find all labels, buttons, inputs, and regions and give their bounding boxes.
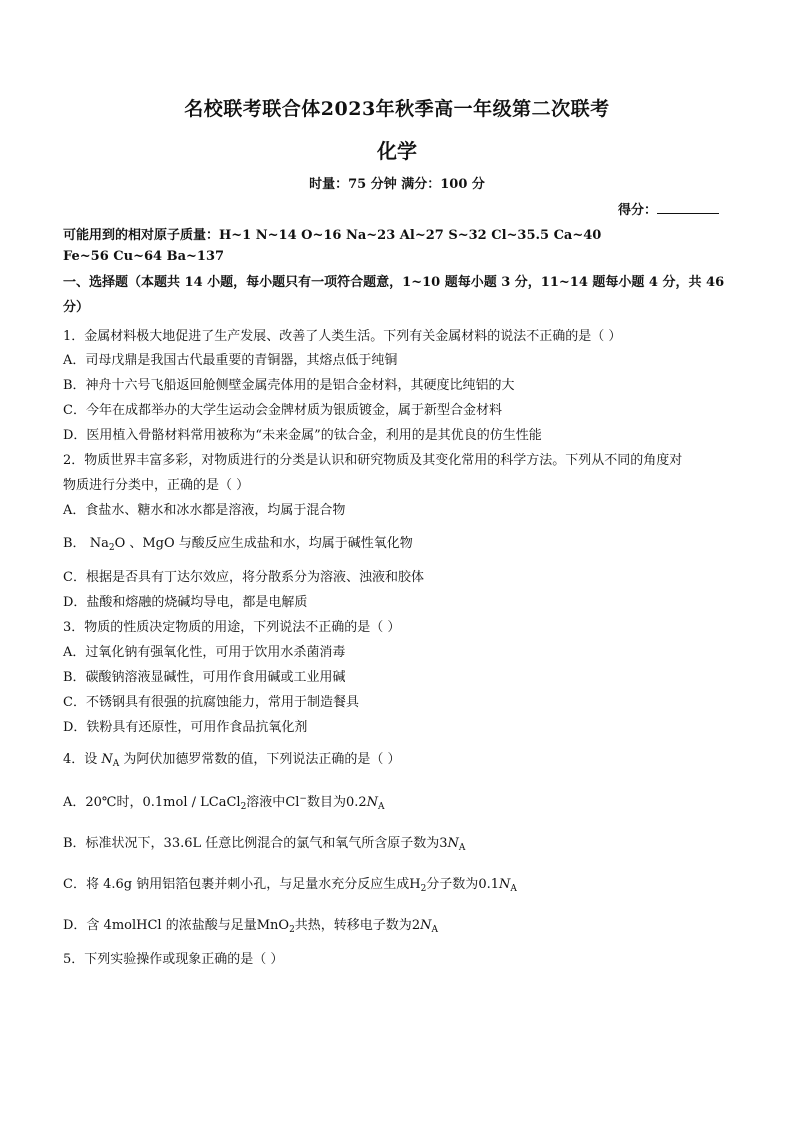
score-label: 得分： (618, 203, 658, 218)
q2-option-b: B． $Na_2O$ 、MgO 与酸反应生成盐和水，均属于碱性氧化物 (63, 536, 413, 553)
q3-option-d: D．铁粉具有还原性，可用作食品抗氧化剂 (63, 720, 308, 735)
q1-option-c: C．今年在成都举办的大学生运动会金牌材质为银质镀金，属于新型合金材料 (63, 403, 502, 418)
q2-option-a: A．食盐水、糖水和冰水都是溶液，均属于混合物 (63, 503, 346, 518)
q2-option-d: D．盐酸和熔融的烧碱均导电，都是电解质 (63, 595, 308, 610)
atomic-mass-line-2: Fe~56 Cu~64 Ba~137 (63, 249, 225, 264)
q3-stem: 3．物质的性质决定物质的用途，下列说法不正确的是（ ） (63, 620, 401, 635)
q4-option-a: A．20℃时，0.1mol / LCaCl$_2$溶液中Cl−数目为$0.2N_A$ (63, 794, 385, 812)
q2-stem-line-2: 物质进行分类中，正确的是（ ） (63, 478, 250, 493)
q4-option-b: B．标准状况下，33.6L 任意比例混合的氯气和氧气所含原子数为$3N_A$ (63, 836, 466, 853)
q4-stem: 4．设 $N_A$ 为阿伏加德罗常数的值，下列说法正确的是（ ） (63, 752, 401, 769)
time-info: 时量：75 分钟 满分：100 分 (309, 177, 485, 192)
q2-stem-line-1: 2．物质世界丰富多彩，对物质进行的分类是认识和研究物质及其变化常用的科学方法。下列从不同的角度对 (63, 453, 683, 468)
q4-option-c: C．将 4.6g 钠用铝箔包裹并刺小孔，与足量水充分反应生成$H_2$分子数为$0.1N_A$ (63, 877, 517, 894)
score-field (618, 199, 719, 218)
exam-title: 名校联考联合体2023年秋季高一年级第二次联考 (184, 98, 610, 120)
subject-title: 化学 (377, 139, 417, 163)
q3-option-a: A．过氧化钠有强氧化性，可用于饮用水杀菌消毒 (63, 645, 346, 660)
q3-option-b: B．碳酸钠溶液显碱性，可用作食用碱或工业用碱 (63, 670, 346, 685)
q3-option-c: C．不锈钢具有很强的抗腐蚀能力，常用于制造餐具 (63, 695, 359, 710)
score-blank[interactable] (657, 201, 719, 214)
q4-option-d: D．含 4molHCl 的浓盐酸与足量MnO$_2$共热，转移电子数为$2N_A$ (63, 918, 438, 935)
q1-option-d: D．医用植入骨骼材料常用被称为“未来金属”的钛合金，利用的是其优良的仿生性能 (63, 428, 542, 443)
q1-stem: 1．金属材料极大地促进了生产发展、改善了人类生活。下列有关金属材料的说法不正确的是（ ） (63, 329, 622, 344)
q2-option-c: C．根据是否具有丁达尔效应，将分散系分为溶液、浊液和胶体 (63, 570, 424, 585)
section-1-heading: 一、选择题（本题共 14 小题，每小题只有一项符合题意，1~10 题每小题 3 分，11~14 题每小题 4 分，共 46 分） (63, 275, 725, 315)
atomic-mass-line-1: 可能用到的相对原子质量：H~1 N~14 O~16 Na~23 Al~27 S~32 Cl~35.5 Ca~40 (63, 228, 602, 243)
q1-option-a: A．司母戊鼎是我国古代最重要的青铜器，其熔点低于纯铜 (63, 353, 398, 368)
q5-stem: 5．下列实验操作或现象正确的是（ ） (63, 952, 284, 967)
q1-option-b: B．神舟十六号飞船返回舱侧壁金属壳体用的是铝合金材料，其硬度比纯铝的大 (63, 378, 515, 393)
